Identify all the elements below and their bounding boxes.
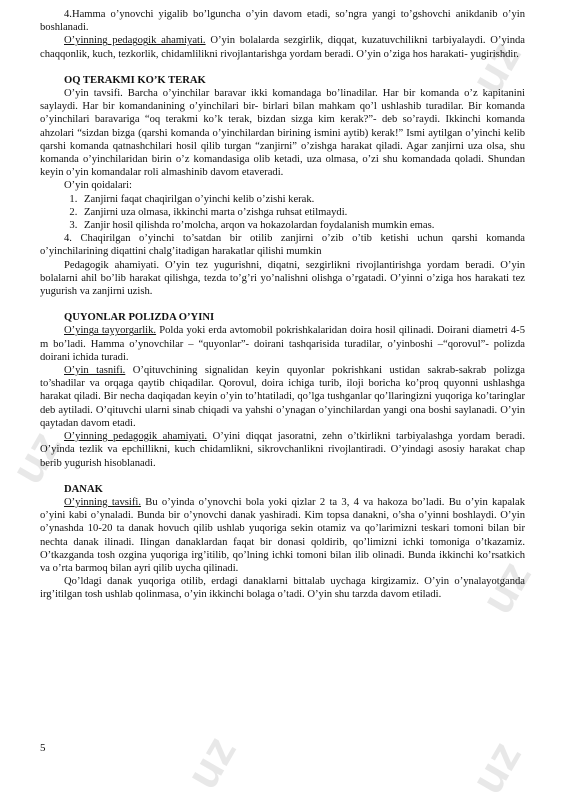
paragraph <box>40 324 525 364</box>
paragraph-text: O’yin bolalarda sezgirlik, diqqat, kuzatuvchilikni tarbiyalaydi. O’yinda chaqqonlik, kuch, tezkorlik, chidamlilikni rivojlantarishga yordam beradi. O’yin o’ziga hos harakati- yugirishdir. <box>40 35 525 60</box>
watermark: uz <box>0 421 71 493</box>
watermark: uz <box>460 31 531 103</box>
paragraph-label: O’yinning pedagogik ahamiyati. <box>64 431 208 443</box>
paragraph <box>40 34 525 60</box>
watermark: uz <box>460 731 531 803</box>
list-item: 2. Zanjirni uza olmasa, ikkinchi marta o’zishga ruhsat etilmaydi. <box>80 206 525 219</box>
paragraph <box>40 430 525 470</box>
paragraph: 4.Hamma o’ynovchi yigalib bo’lguncha o’yin davom etadi, so’ngra yangi to’gshovchi anikdanib o’yin boshlanadi. <box>40 9 525 34</box>
document-page <box>40 8 525 602</box>
paragraph: Pedagogik ahamiyati. O’yin tez yugurishni, diqatni, sezgirlikni rivojlantirishga yordam beradi. O’yin bolalarni ahil bo’lib harakat qilishga, tezda to’g’ri yo’nalishni olishga o’rgatadi. O’yinni o’ziga hos harakati tez yugurish va zanjirni uzish. <box>40 259 525 298</box>
paragraph-label: O’yin tasnifi. <box>64 365 126 377</box>
paragraph <box>40 496 525 575</box>
paragraph-label: O’yinga tayyorgarlik. <box>64 325 157 337</box>
paragraph-text: Polda yoki erda avtomobil pokrishkalaridan doira hosil qilinadi. Doirani diametri 4-5 m bo’ladi. Hamma o’ynovchilar – “quyonlar”- doirani tashqarisida turadilar, o’yinboshi –“qorovul”- polizda doirani ichida turadi. <box>40 325 525 363</box>
paragraph-text: O’yini diqqat jasoratni, zehn o’tkirlikni tarbiyalashga yordam beradi. O’yinda tezlik va epchillikni, kuch chidamlikni, sikrovchanlikni rivojlantiradi. O’yindagi asosiy harakat chap berib yugurish hisoblanadi. <box>40 431 525 469</box>
paragraph-label: O’yinning pedagogik ahamiyati. <box>64 35 206 47</box>
list-item: 1. Zanjirni faqat chaqirilgan o’yinchi kelib o’zishi kerak. <box>80 193 525 206</box>
watermark: uz <box>175 726 246 798</box>
paragraph: Qo’ldagi danak yuqoriga otilib, erdagi danaklarni bittalab uychaga kirgizamiz. O’yin o’ynalayotganda irg’itilgan tosh ushlab qolinmasa, o’yin ikkinchi bolaga o’tadi. O’yin shu tarzda davom etiladi. <box>40 576 525 601</box>
list-item: 3. Zanjir hosil qilishda ro’molcha, arqon va hokazolardan foydalanish mumkin emas. <box>80 219 525 232</box>
paragraph-label: O’yinning tavsifi. <box>64 496 141 508</box>
rules-label: O’yin qoidalari: <box>64 180 132 192</box>
paragraph-text: O’qituvchining signalidan keyin quyonlar pokrishkani ustidan sakrab-sakrab polizga to’shadilar va orqaga qaytib chiqadilar. Qorovul, doira ichiga turib, iloji boricha ko’proq quyonni ushlashga harakat qiladi. Bir necha daqiqadan keyin o’yin to’htatiladi, qo’lga tushganlar qo’llaringizni yuqoriga ko’taringlar deb aytiladi. O’qituvchi ularni sinab chiqadi va yahshi o’ynagan o’yinchilardan yangi ona boshi saylanadi. O’yin qaytadan davom etadi. <box>40 365 525 429</box>
section-heading: QUYONLAR POLIZDA O’YINI <box>64 312 215 324</box>
section-heading: OQ TERAKMI KO’K TERAK <box>64 74 206 86</box>
section-heading: DANAK <box>64 483 103 495</box>
page-number: 5 <box>40 742 46 754</box>
paragraph: 4. Chaqirilgan o’yinchi to’satdan bir otilib zanjirni o’zib o’tib ketishi uchun qarshi komanda o’yinchilarining diqattini chalg’itadigan harakatlar qilishi mumkin <box>40 233 525 258</box>
paragraph: O’yin tavsifi. Barcha o’yinchilar baravar ikki komandaga bo’linadilar. Har bir komanda o’z kapitanini saylaydi. Har bir komandanining o’yinchilari bir- birlari bilan mahkam qo’l ushlashib turadilar. Bir komanda o’yinchilari baravariga “oq terakmi ko’k terak, bizdan sizga kim kerak?”- deb so’raydi. Ikkinchi komanda ahzolari “sizdan bizga (qarshi komanda o’yinchilardan birining ismini aytib) kerak!” Ismi aytilgan o’yinchi kelib qarshi komanda qatnashchilari hosil qilib turgan “zanjirni” o’zishga harakat qiladi. Agar zanjirni uza olsa, shu komanda o’yinchilaridan birin o’z komandasiga olib ketadi, uza olmasa, o’zi shu komandada qoladi. Shundan keyin o’yin komandalar roli almashinib davom etaveradi. <box>40 88 525 179</box>
watermark: uz <box>470 551 541 623</box>
paragraph-text: Bu o’yinda o’ynovchi bola yoki qizlar 2 ta 3, 4 va hakoza bo’ladi. Bu o’yin kapalak o’yini kabi o’ynaladi. Bunda bir o’ynovchi danak yashiradi. Kim topsa danakni, o’sha o’yinni boshlaydi. O’yin o’ynashda 10-20 ta danak hovuch qilib ushlab yuqoriga sekin otamiz va qo’larimizni teskari tomoni bilan bir nechta danak ilinadi. Ilingan danaklardan faqat bir donasi qoldirib, qo’limizni ichki tomoniga o’tkazamiz. O’tkazganda tosh ozgina yuqoriga irg’itilib, qo’lning ichki tomoni bilan ilib olinadi. Bunda ikkinchi ko’rsatkich va o’rta barmoq bilan ayri qilib uycha qilinadi. <box>40 496 525 574</box>
paragraph <box>40 364 525 430</box>
rules-list <box>40 193 525 233</box>
